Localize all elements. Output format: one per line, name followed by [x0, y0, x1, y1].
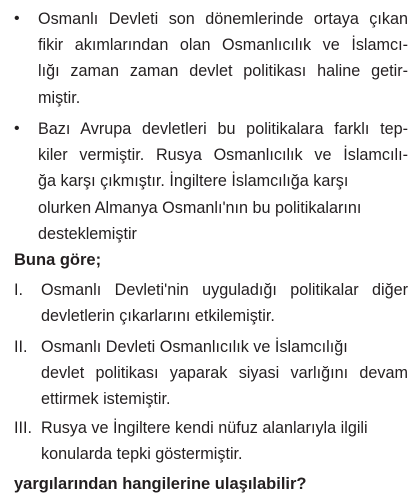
- statement-3-line-1: Rusya ve İngiltere kendi nüfuz alanlarıyla ilgili: [41, 419, 368, 437]
- question-prompt: yargılarından hangilerine ulaşılabilir?: [14, 475, 307, 493]
- statement-2-line-3: ettirmek istemiştir.: [41, 390, 171, 409]
- statement-3: [41, 415, 408, 467]
- statement-3-line-2: konularda tepki göstermiştir.: [41, 445, 243, 464]
- bullet-paragraph-2: [38, 116, 408, 247]
- bullet-1-line-3: lığı zaman zaman devlet politikası haline getir-: [38, 62, 408, 81]
- bullet-1-line-4: miştir.: [38, 88, 81, 107]
- bullet-2-line-3: ğa karşı çıkmıştır. İngiltere İslamcılığa karşı: [38, 172, 349, 191]
- bullet-marker-1: •: [14, 10, 20, 27]
- statement-2: [41, 334, 408, 413]
- bullet-2-line-2: kiler vermiştir. Rusya Osmanlıcılık ve İslamcılı-: [38, 146, 408, 165]
- bullet-1-line-1: Osmanlı Devleti son dönemlerinde ortaya çıkan: [38, 10, 408, 28]
- bullet-marker-2: •: [14, 120, 20, 137]
- statement-2-line-1: Osmanlı Devleti Osmanlıcılık ve İslamcılığı: [41, 338, 348, 356]
- statement-2-line-2: devlet politikası yaparak siyasi varlığını devam: [41, 364, 408, 383]
- bullet-2-line-1: Bazı Avrupa devletleri bu politikalara farklı tep-: [38, 120, 408, 138]
- bullet-1-line-2: fikir akımlarından olan Osmanlıcılık ve İslamcı-: [38, 36, 408, 55]
- question-intro: Buna göre;: [14, 251, 102, 269]
- bullet-paragraph-1: [38, 6, 408, 111]
- statement-1-line-1: Osmanlı Devleti'nin uyguladığı politikalar diğer: [41, 281, 408, 299]
- statement-numeral-1: I.: [14, 281, 23, 299]
- bullet-2-line-4: olurken Almanya Osmanlı'nın bu politikalarını: [38, 198, 362, 217]
- statement-numeral-2: II.: [14, 338, 28, 356]
- bullet-2-line-5: desteklemiştir: [38, 224, 137, 243]
- statement-1: [41, 277, 408, 329]
- statement-numeral-3: III.: [14, 419, 32, 437]
- statement-1-line-2: devletlerin çıkarlarını etkilemiştir.: [41, 307, 275, 326]
